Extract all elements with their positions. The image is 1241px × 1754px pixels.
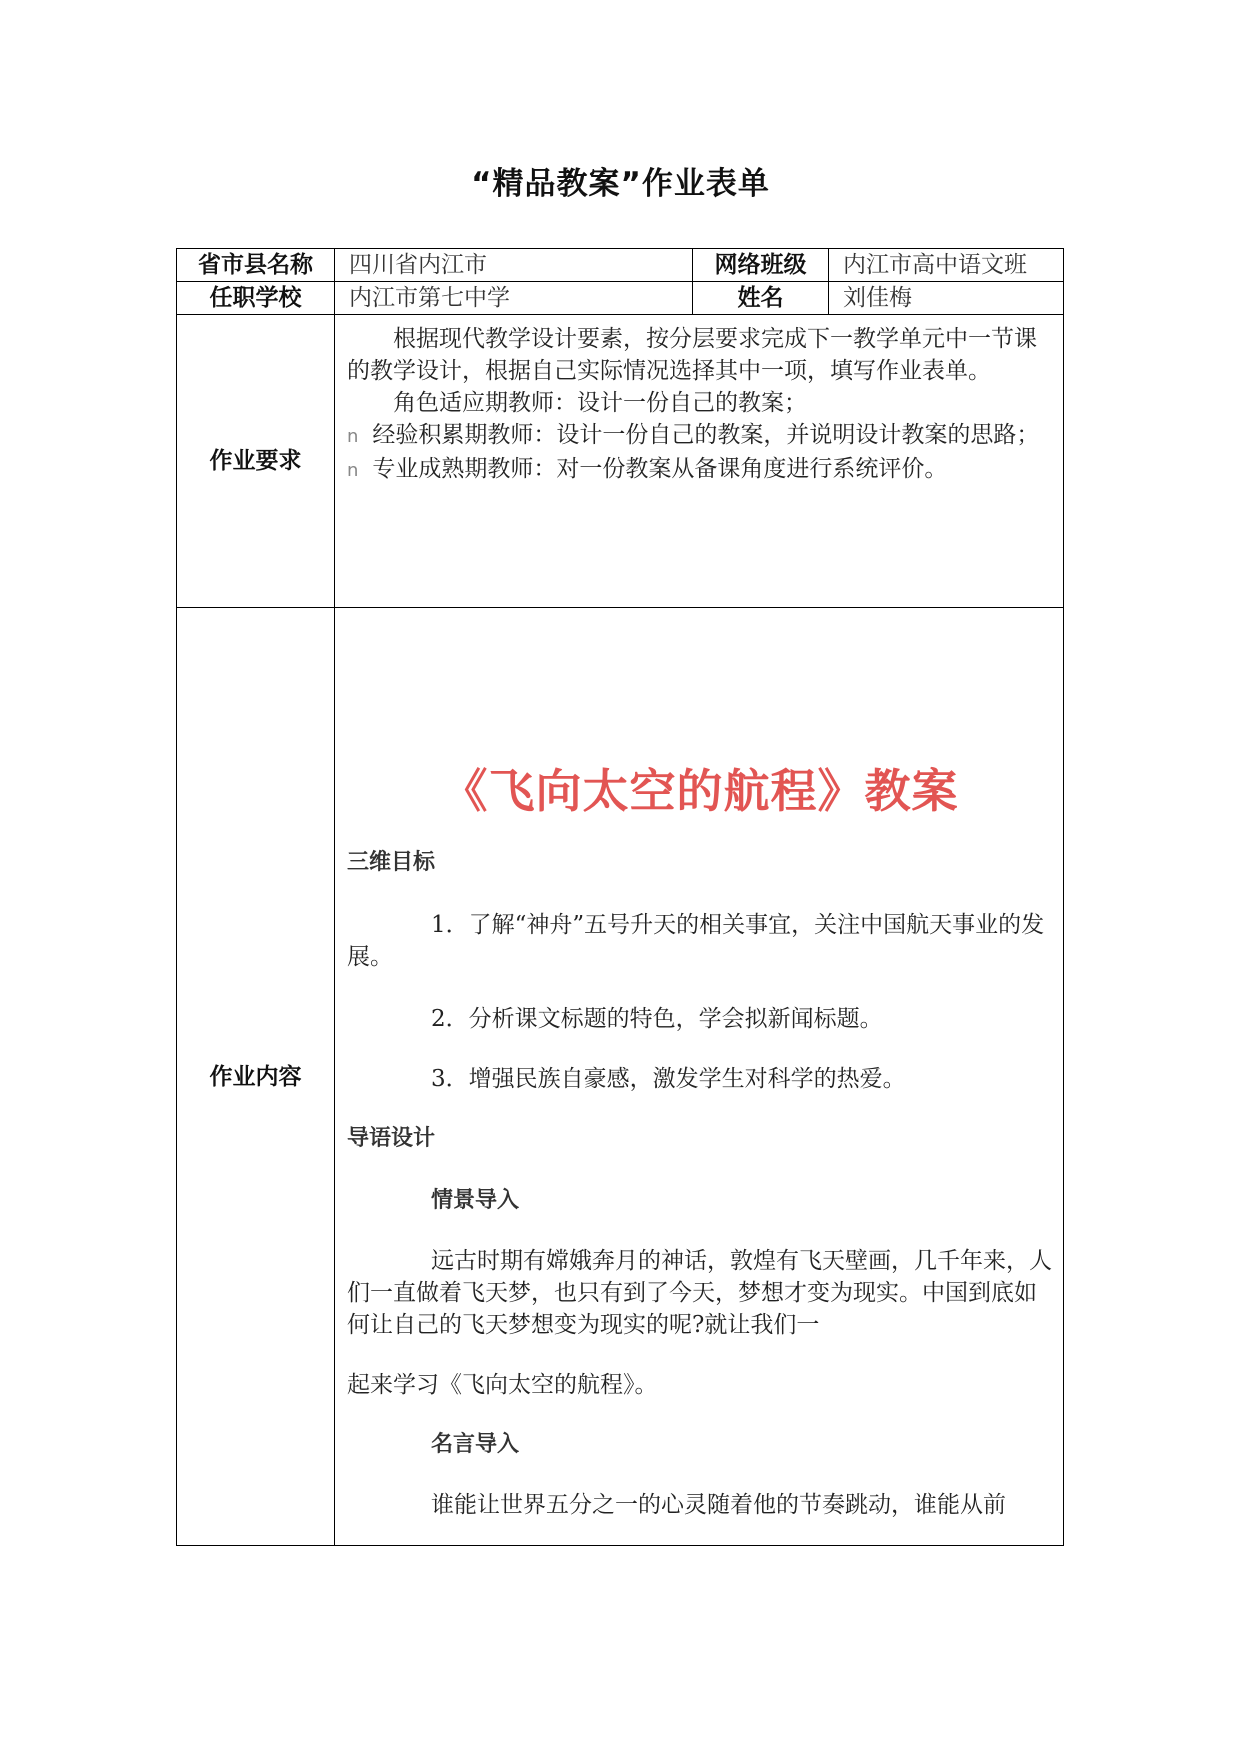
lesson-title: 《飞向太空的航程》教案 bbox=[441, 764, 959, 818]
content-label: 作业内容 bbox=[177, 608, 335, 1546]
name-label: 姓名 bbox=[693, 282, 829, 315]
scene-heading: 情景导入 bbox=[431, 1188, 520, 1213]
table-row bbox=[177, 608, 1064, 1546]
homework-form-table bbox=[176, 248, 1064, 1546]
requirements-item-3 bbox=[347, 453, 1053, 487]
scene-text-continued: 起来学习《飞向太空的航程》。 bbox=[347, 1372, 658, 1398]
requirements-item-2 bbox=[347, 419, 1053, 453]
school-label: 任职学校 bbox=[177, 282, 335, 315]
requirements-item-2-text: 经验积累期教师：设计一份自己的教案，并说明设计教案的思路； bbox=[372, 422, 1040, 448]
quote-heading: 名言导入 bbox=[431, 1432, 520, 1457]
table-row bbox=[177, 249, 1064, 282]
scene-text: 远古时期有嫦娥奔月的神话，敦煌有飞天壁画，几千年来，人们一直做着飞天梦，也只有到了今天，梦想才变为现实。中国到底如何让自己的飞天梦想变为现实的呢?就让我们一 bbox=[347, 1248, 1052, 1338]
requirements-label: 作业要求 bbox=[177, 315, 335, 608]
goal-1: 1．了解“神舟”五号升天的相关事宜，关注中国航天事业的发展。 bbox=[347, 912, 1045, 970]
class-value: 内江市高中语文班 bbox=[829, 249, 1064, 282]
page-title: “精品教案”作业表单 bbox=[471, 166, 770, 202]
requirements-cell bbox=[335, 315, 1064, 608]
quote-text: 谁能让世界五分之一的心灵随着他的节奏跳动，谁能从前 bbox=[431, 1492, 1006, 1518]
table-row bbox=[177, 282, 1064, 315]
school-value: 内江市第七中学 bbox=[335, 282, 693, 315]
region-value: 四川省内江市 bbox=[335, 249, 693, 282]
requirements-intro: 根据现代教学设计要素，按分层要求完成下一教学单元中一节课的教学设计，根据自己实际情况选择其中一项，填写作业表单。 bbox=[347, 326, 1037, 384]
bullet-icon: n bbox=[347, 426, 359, 447]
class-label: 网络班级 bbox=[693, 249, 829, 282]
requirements-item-1: 角色适应期教师：设计一份自己的教案； bbox=[393, 390, 807, 416]
requirements-item-3-text: 专业成熟期教师：对一份教案从备课角度进行系统评价。 bbox=[372, 456, 948, 482]
goal-2: 2．分析课文标题的特色，学会拟新闻标题。 bbox=[431, 1006, 883, 1032]
content-cell bbox=[335, 608, 1064, 1546]
bullet-icon: n bbox=[347, 460, 359, 481]
table-row bbox=[177, 315, 1064, 608]
goal-3: 3．增强民族自豪感，激发学生对科学的热爱。 bbox=[431, 1066, 906, 1092]
goals-heading: 三维目标 bbox=[347, 850, 436, 875]
name-value: 刘佳梅 bbox=[829, 282, 1064, 315]
region-label: 省市县名称 bbox=[177, 249, 335, 282]
intro-heading: 导语设计 bbox=[347, 1126, 436, 1151]
